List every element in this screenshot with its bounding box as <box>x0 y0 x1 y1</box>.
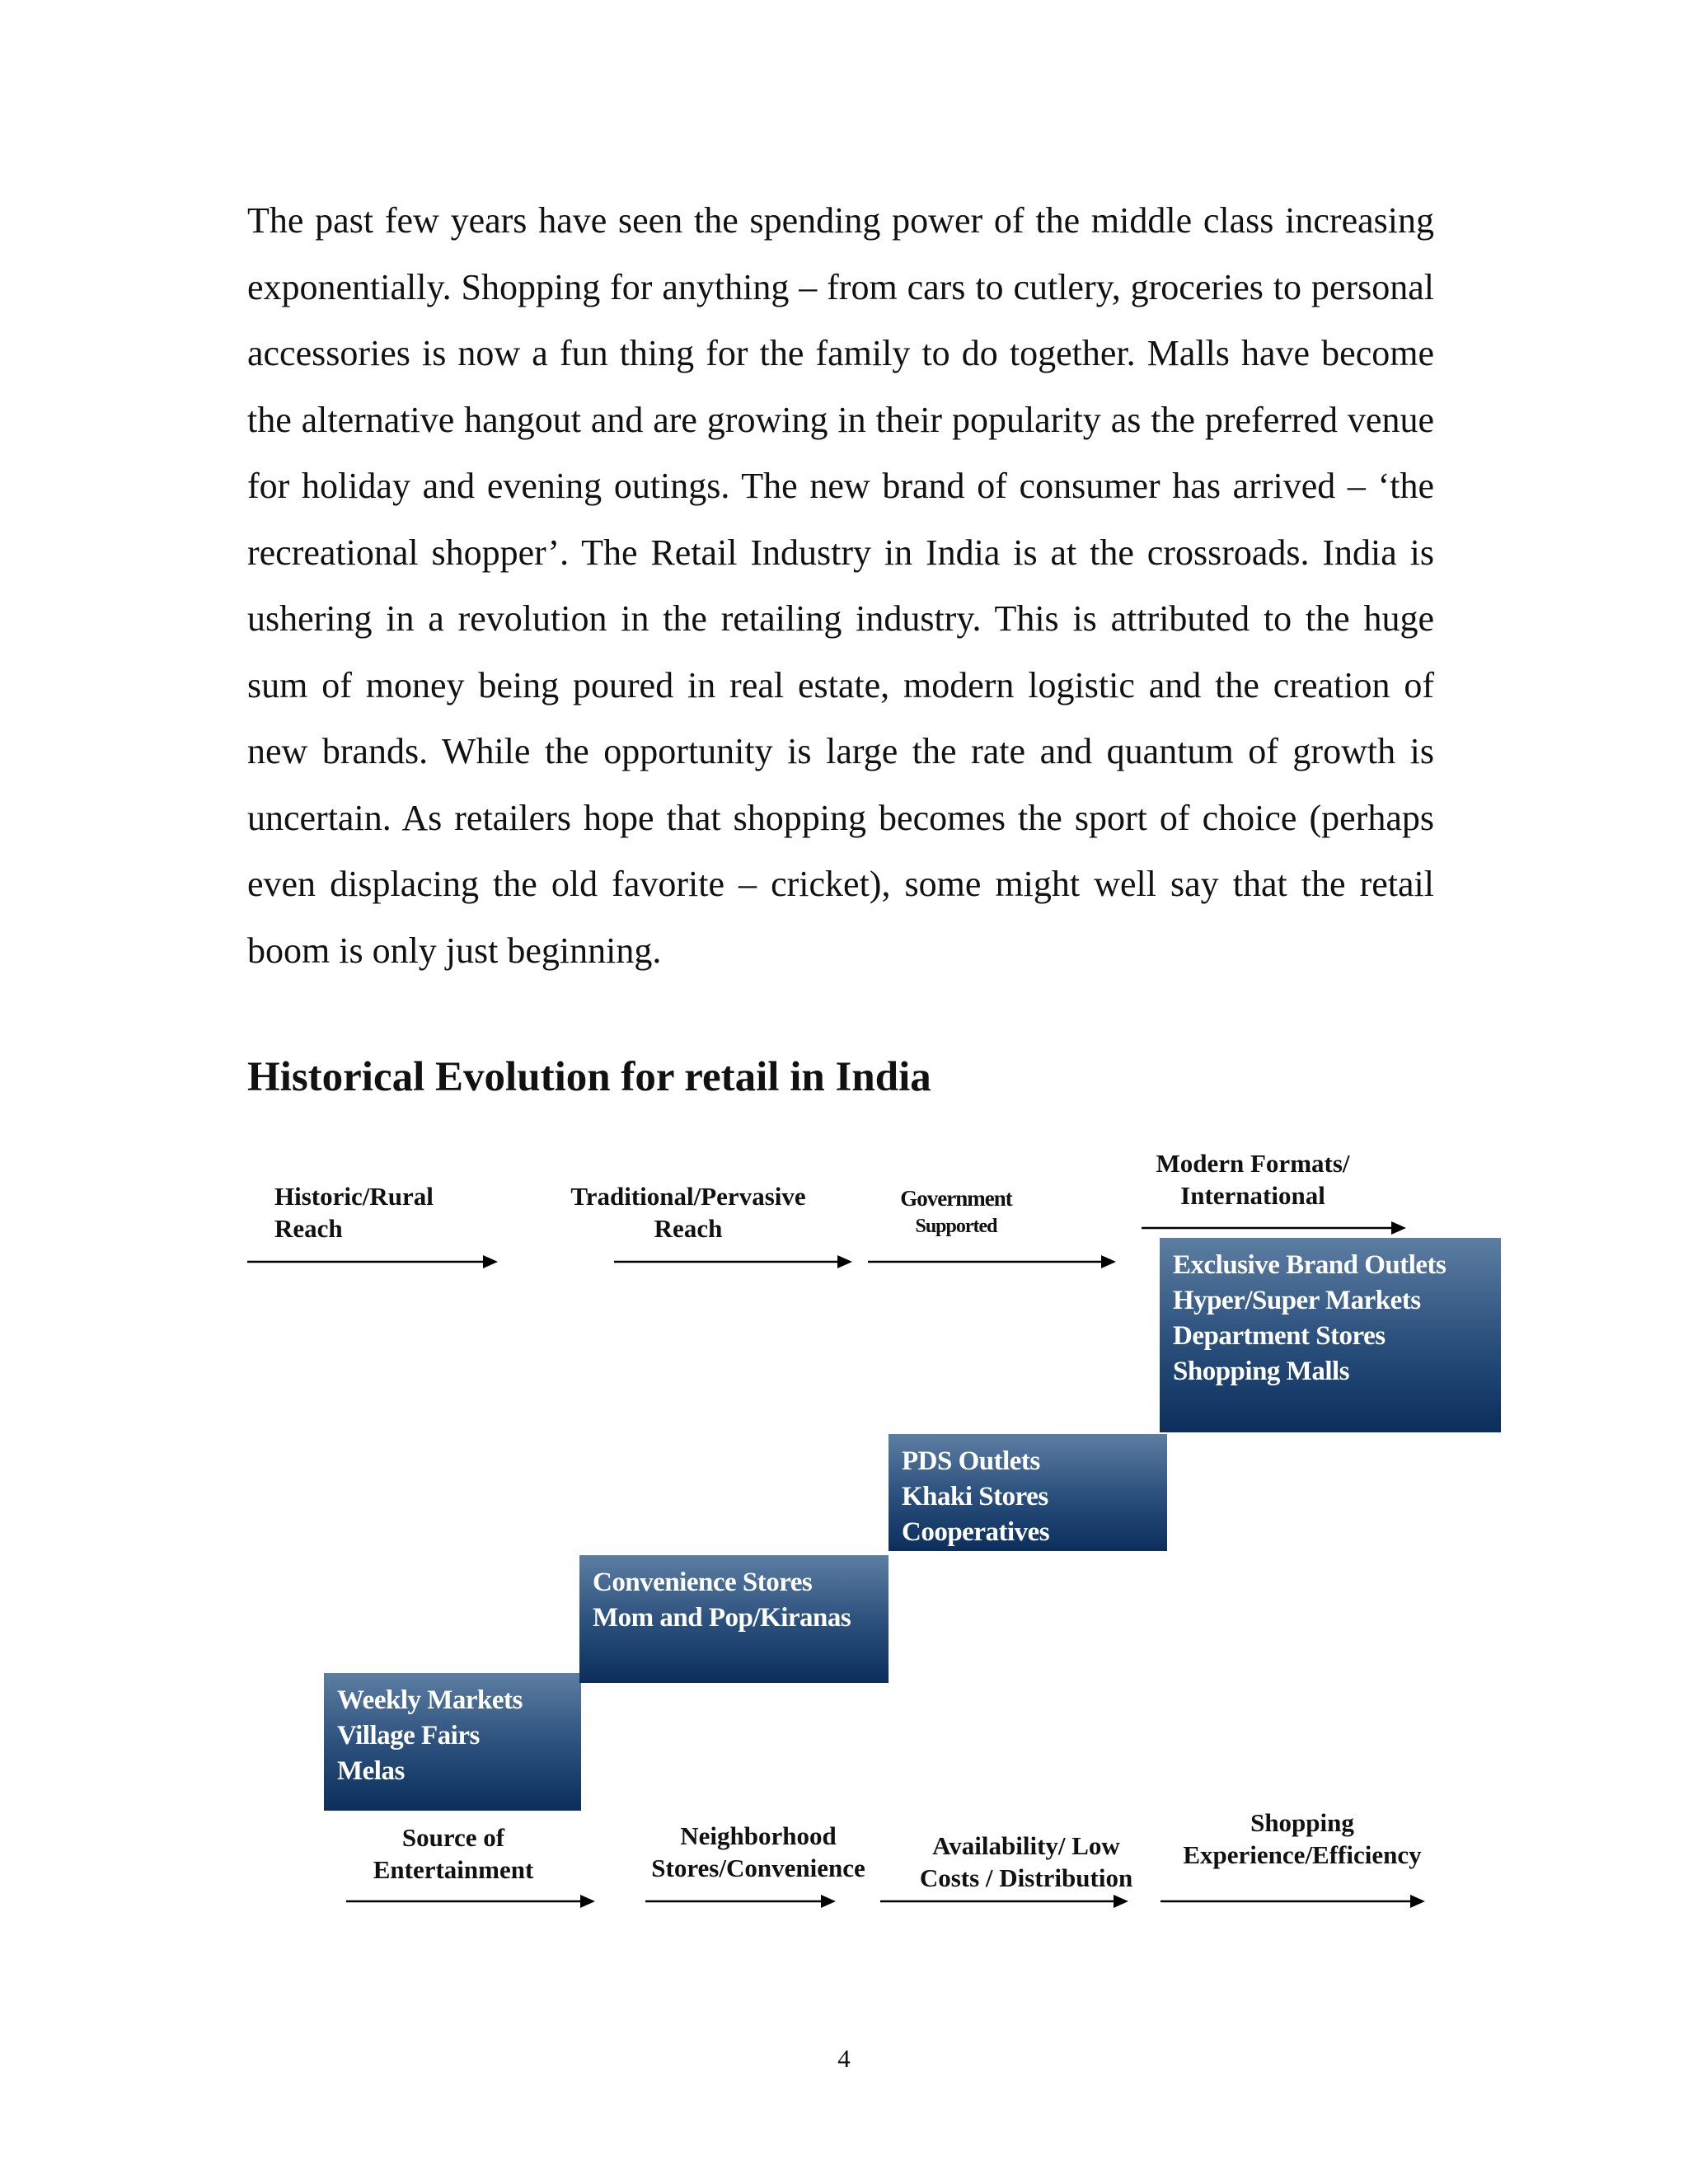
label-line: Supported <box>915 1216 997 1237</box>
stair-item: Cooperatives <box>902 1517 1050 1547</box>
arrowhead-icon <box>821 1895 836 1908</box>
stair-item: PDS Outlets <box>902 1446 1040 1476</box>
label-line: Traditional/Pervasive <box>570 1182 806 1211</box>
stair-item: Hyper/Super Markets <box>1173 1286 1421 1315</box>
label-line: Reach <box>274 1214 343 1243</box>
stair-item: Department Stores <box>1173 1321 1386 1351</box>
label-line: Costs / Distribution <box>919 1863 1133 1892</box>
label-line: International <box>1180 1181 1325 1210</box>
label-line: Modern Formats/ <box>1156 1149 1350 1178</box>
page-number: 4 <box>837 2044 851 2073</box>
label-line: Reach <box>654 1214 723 1243</box>
stair-item: Shopping Malls <box>1173 1357 1350 1386</box>
label-line: Shopping <box>1250 1808 1354 1837</box>
label-line: Entertainment <box>373 1855 534 1884</box>
section-heading: Historical Evolution for retail in India <box>247 1054 931 1100</box>
stair-item: Mom and Pop/Kiranas <box>593 1603 851 1633</box>
arrowhead-icon <box>1410 1895 1425 1908</box>
stair-item: Weekly Markets <box>337 1685 523 1715</box>
stair-item: Khaki Stores <box>902 1482 1048 1511</box>
stair-item: Melas <box>337 1756 405 1786</box>
stair-item: Exclusive Brand Outlets <box>1173 1250 1447 1280</box>
arrowhead-icon <box>580 1895 595 1908</box>
arrowhead-icon <box>837 1255 852 1268</box>
label-line: Historic/Rural <box>274 1182 434 1211</box>
arrowhead-icon <box>1114 1895 1128 1908</box>
label-line: Neighborhood <box>680 1821 837 1850</box>
arrowhead-icon <box>483 1255 498 1268</box>
arrowhead-icon <box>1101 1255 1116 1268</box>
label-line: Government <box>900 1186 1012 1211</box>
stair-item: Convenience Stores <box>593 1568 813 1597</box>
stair-item: Village Fairs <box>337 1721 480 1750</box>
label-line: Source of <box>401 1823 505 1852</box>
body-paragraph: The past few years have seen the spending power of the middle class increasing exponentially. Shopping for anything – from cars to cutlery, groceries to personal accessories is now a fun thing for the family to do together. Malls have become the alternative hangout and are growing in their popularity as the preferred venue for holiday and evening outings. The new brand of consumer has arrived – ‘the recreational shopper’. The Retail Industry in India is at the crossroads. India is ushering in a revolution in the retailing industry. This is attributed to the huge sum of money being poured in real estate, modern logistic and the creation of new brands. While the opportunity is large the rate and quantum of growth is uncertain. As retailers hope that shopping becomes the sport of choice (perhaps even displacing the old favorite – cricket), some might well say that the retail boom is only just beginning. <box>247 200 1434 971</box>
arrowhead-icon <box>1391 1221 1406 1235</box>
label-line: Experience/Efficiency <box>1183 1840 1422 1869</box>
label-line: Stores/Convenience <box>651 1854 865 1882</box>
label-line: Availability/ Low <box>932 1831 1120 1860</box>
